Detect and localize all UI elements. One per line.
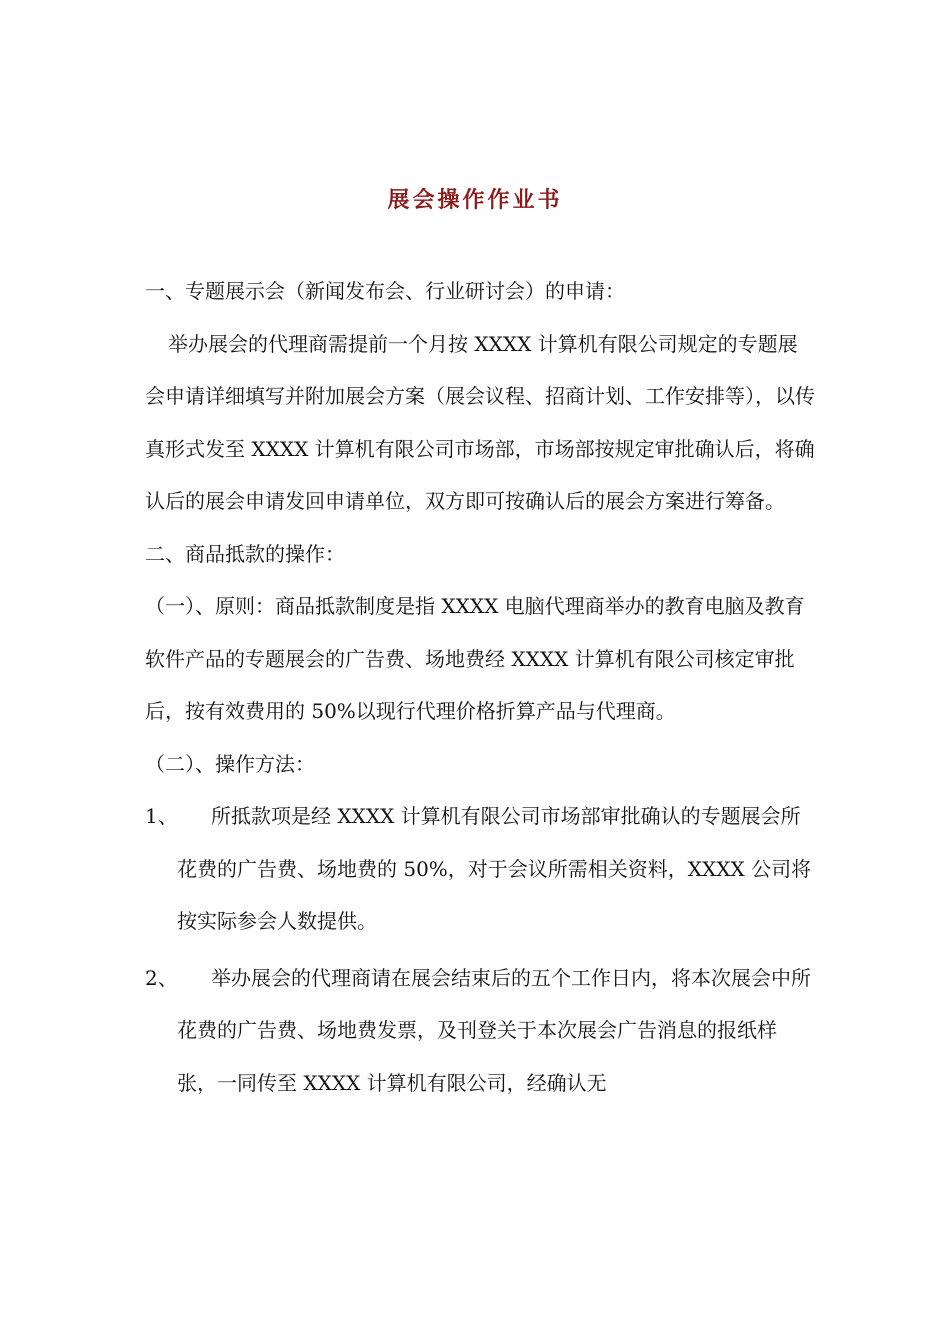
list-item-number: 1、 <box>145 804 178 828</box>
list-item-text: 所抵款项是经 XXXX 计算机有限公司市场部审批确认的专题展会所花费的广告费、场地费的 50%，对于会议所需相关资料，XXXX 公司将按实际参会人数提供。 <box>177 804 812 933</box>
section1-heading: 一、专题展示会（新闻发布会、行业研讨会）的申请： <box>145 279 625 303</box>
section1-paragraph: 举办展会的代理商需提前一个月按 XXXX 计算机有限公司规定的专题展会申请详细填写并附加展会方案（展会议程、招商计划、工作安排等），以传真形式发至 XXXX 计算机有限公司市场部，市场部按规定审批确认后，将确认后的展会申请发回申请单位，双方即可按确认后的展会方案进行筹备。 <box>145 331 815 513</box>
list-item <box>145 790 815 948</box>
list-item <box>145 952 815 1110</box>
list-item-text: 举办展会的代理商请在展会结束后的五个工作日内，将本次展会中所花费的广告费、场地费发票，及刊登关于本次展会广告消息的报纸样张，一同传至 XXXX 计算机有限公司，经确认无 <box>177 965 811 1095</box>
document-title: 展会操作作业书 <box>387 187 563 213</box>
document-body <box>145 265 815 1109</box>
section2-method-heading: （二）、操作方法： <box>145 751 315 776</box>
section2-principle: （一）、原则：商品抵款制度是指 XXXX 电脑代理商举办的教育电脑及教育软件产品的专题展会的广告费、场地费经 XXXX 计算机有限公司核定审批后，按有效费用的 50%以现行代理价格折算产品与代理商。 <box>145 594 805 723</box>
section2-heading: 二、商品抵款的操作： <box>145 541 345 566</box>
list-item-number: 2、 <box>145 965 178 990</box>
